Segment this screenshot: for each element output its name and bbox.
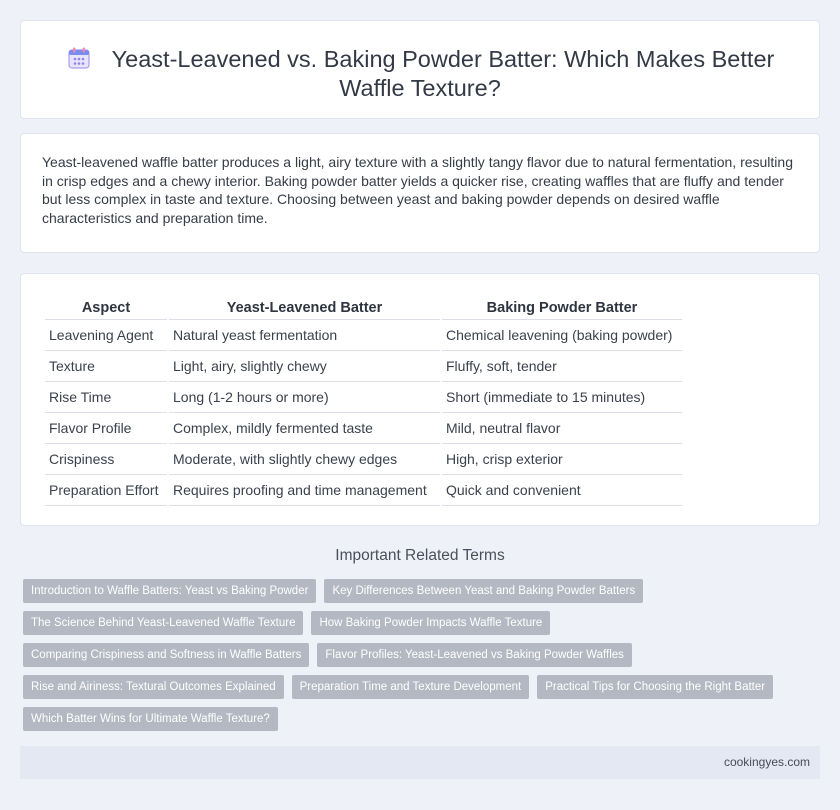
table-row (45, 382, 682, 413)
table-cell: Light, airy, slightly chewy (169, 351, 440, 382)
table-cell: Fluffy, soft, tender (442, 351, 682, 382)
comparison-card (20, 273, 820, 526)
column-header-yeast: Yeast-Leavened Batter (169, 297, 440, 320)
related-term-tag[interactable]: Practical Tips for Choosing the Right Batter (537, 675, 773, 699)
table-row (45, 475, 682, 506)
tag-row (23, 707, 813, 731)
related-terms-list (23, 579, 813, 739)
intro-card (20, 133, 820, 253)
tag-row (23, 611, 813, 635)
table-cell: Quick and convenient (442, 475, 682, 506)
related-term-tag[interactable]: The Science Behind Yeast-Leavened Waffle Texture (23, 611, 303, 635)
table-cell: Leavening Agent (45, 320, 167, 351)
related-term-tag[interactable]: Preparation Time and Texture Development (292, 675, 530, 699)
table-row (45, 320, 682, 351)
footer (20, 746, 820, 779)
table-cell: Rise Time (45, 382, 167, 413)
table-cell: Mild, neutral flavor (442, 413, 682, 444)
table-cell: Flavor Profile (45, 413, 167, 444)
table-cell: Short (immediate to 15 minutes) (442, 382, 682, 413)
footer-site-link[interactable]: cookingyes.com (723, 755, 810, 769)
table-cell: Chemical leavening (baking powder) (442, 320, 682, 351)
table-cell: Long (1-2 hours or more) (169, 382, 440, 413)
related-term-tag[interactable]: How Baking Powder Impacts Waffle Texture (311, 611, 550, 635)
table-header-row (45, 297, 682, 320)
page-title (61, 45, 779, 103)
table-cell: Texture (45, 351, 167, 382)
table-cell: Crispiness (45, 444, 167, 475)
table-cell: Natural yeast fermentation (169, 320, 440, 351)
table-row (45, 444, 682, 475)
related-term-tag[interactable]: Introduction to Waffle Batters: Yeast vs Baking Powder (23, 579, 316, 603)
column-header-aspect: Aspect (45, 297, 167, 320)
related-term-tag[interactable]: Key Differences Between Yeast and Baking Powder Batters (324, 579, 643, 603)
page-title-text: Yeast-Leavened vs. Baking Powder Batter: Which Makes Better Waffle Texture? (111, 46, 775, 101)
related-term-tag[interactable]: Rise and Airiness: Textural Outcomes Explained (23, 675, 284, 699)
comparison-table (43, 297, 684, 506)
table-cell: Requires proofing and time management (169, 475, 440, 506)
table-cell: High, crisp exterior (442, 444, 682, 475)
tag-row (23, 579, 813, 603)
calendar-icon (66, 46, 92, 70)
table-cell: Moderate, with slightly chewy edges (169, 444, 440, 475)
table-cell: Preparation Effort (45, 475, 167, 506)
related-terms-heading: Important Related Terms (335, 547, 505, 564)
table-cell: Complex, mildly fermented taste (169, 413, 440, 444)
tag-row (23, 675, 813, 699)
table-row (45, 413, 682, 444)
column-header-baking-powder: Baking Powder Batter (442, 297, 682, 320)
title-card (20, 20, 820, 119)
related-term-tag[interactable]: Comparing Crispiness and Softness in Waffle Batters (23, 643, 309, 667)
tag-row (23, 643, 813, 667)
table-row (45, 351, 682, 382)
intro-paragraph: Yeast-leavened waffle batter produces a light, airy texture with a slightly tangy flavor due to natural fermentation, resulting in crisp edges and a chewy interior. Baking powder batter yields a quicker rise, creating waffles that are fluffy and tender but less complex in taste and texture. Choosing between yeast and baking powder depends on desired waffle characteristics and preparation time. (42, 154, 793, 226)
related-term-tag[interactable]: Which Batter Wins for Ultimate Waffle Texture? (23, 707, 278, 731)
related-term-tag[interactable]: Flavor Profiles: Yeast-Leavened vs Baking Powder Waffles (317, 643, 632, 667)
